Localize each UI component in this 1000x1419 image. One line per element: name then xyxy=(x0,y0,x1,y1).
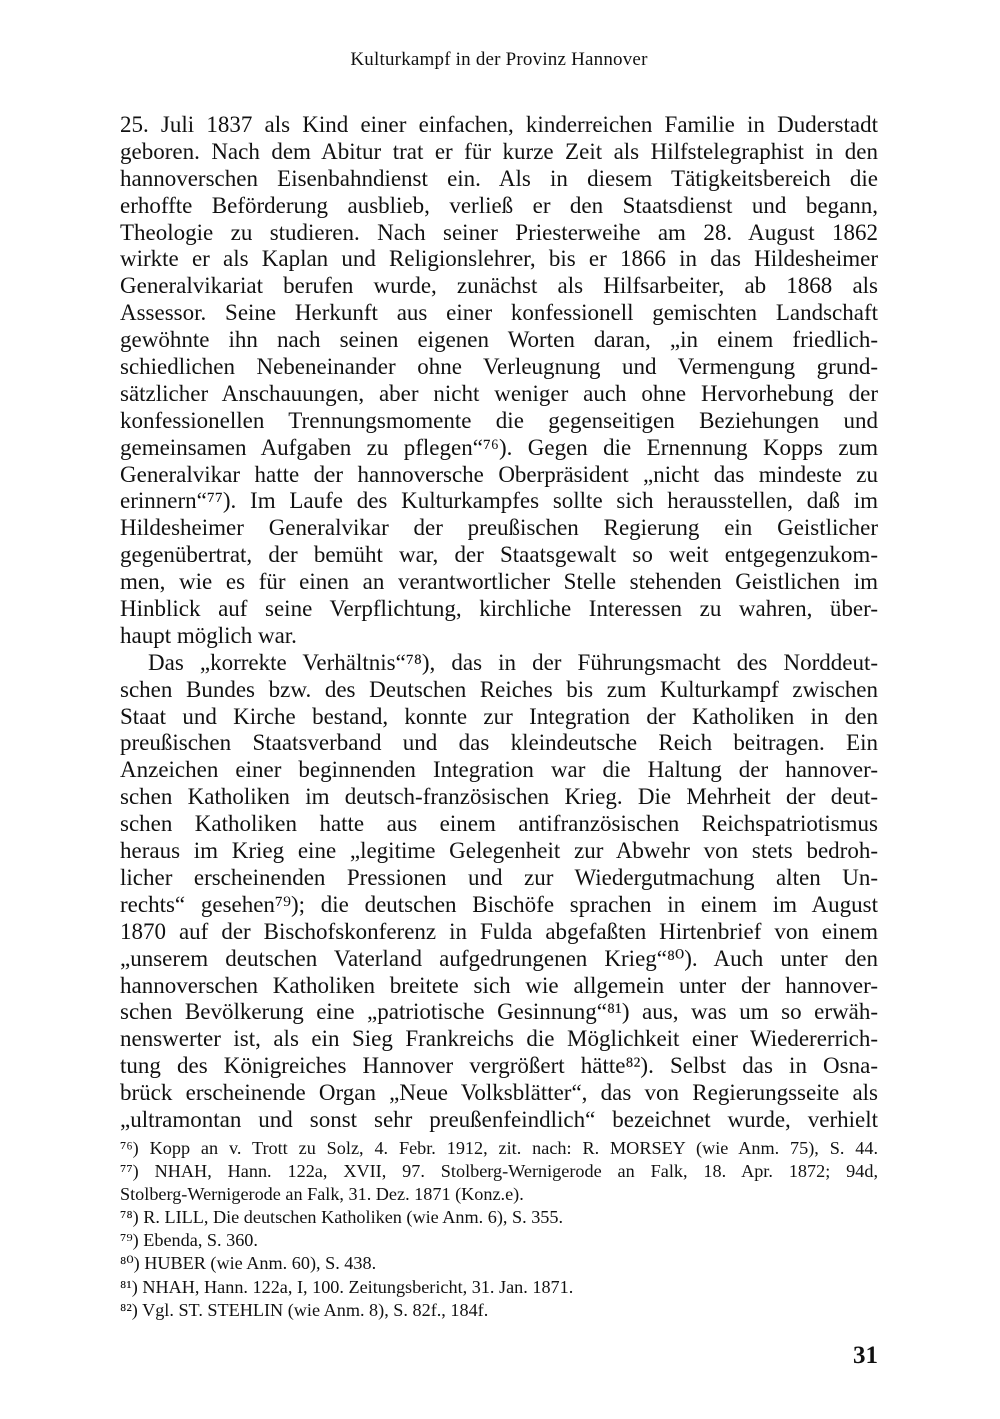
body-line: Generalvikariat berufen wurde, zunächst als Hilfsarbeiter, ab 1868 als xyxy=(120,273,878,299)
body-line: schen Katholiken hatte aus einem antifranzösischen Reichspatriotismus xyxy=(120,811,878,837)
body-line: 25. Juli 1837 als Kind einer einfachen, kinderreichen Familie in Duderstadt xyxy=(120,112,878,137)
footnote-line: ⁸¹) NHAH, Hann. 122a, I, 100. Zeitungsbericht, 31. Jan. 1871. xyxy=(120,1276,574,1297)
body-line: licher erscheinenden Pressionen und zur Wiedergutmachung alten Un- xyxy=(120,864,878,890)
body-line: gemeinsamen Aufgaben zu pflegen“⁷⁶). Gegen die Ernennung Kopps zum xyxy=(120,434,878,460)
body-line: erinnern“⁷⁷). Im Laufe des Kulturkampfes sollte sich herausstellen, daß im xyxy=(120,488,878,514)
body-line: schen Katholiken im deutsch-französischen Krieg. Die Mehrheit der deut- xyxy=(120,784,878,810)
body-line: Hildesheimer Generalvikar der preußischen Regierung ein Geistlicher xyxy=(120,515,878,541)
footnote-line: ⁷⁹) Ebenda, S. 360. xyxy=(120,1230,258,1251)
body-line: tung des Königreiches Hannover vergrößert hätte⁸²). Selbst das in Osna- xyxy=(120,1053,878,1079)
body-text xyxy=(120,112,878,1134)
body-line: sätzlicher Anschauungen, aber nicht weniger auch ohne Hervorhebung der xyxy=(120,380,878,406)
body-line: geboren. Nach dem Abitur trat er für kurze Zeit als Hilfstelegraphist in den xyxy=(120,138,878,164)
body-line: heraus im Krieg eine „legitime Gelegenheit zur Abwehr von stets bedroh- xyxy=(120,838,878,864)
footnotes xyxy=(120,1137,878,1322)
body-line: schen Bevölkerung eine „patriotische Gesinnung“⁸¹) aus, was um so erwäh- xyxy=(120,999,878,1025)
body-line: nenswerter ist, als ein Sieg Frankreichs die Möglichkeit einer Wiedererrich- xyxy=(120,1026,878,1052)
paragraph-start-line: Das „korrekte Verhältnis“⁷⁸), das in der Führungsmacht des Norddeut- xyxy=(148,649,878,675)
body-line: Anzeichen einer beginnenden Integration war die Haltung der hannover- xyxy=(120,757,878,783)
body-line: schen Bundes bzw. des Deutschen Reiches bis zum Kulturkampf zwischen xyxy=(120,676,878,702)
body-line: hannoverschen Katholiken breitete sich wie allgemein unter der hannover- xyxy=(120,972,878,998)
body-line: preußischen Staatsverband und das kleindeutsche Reich beitragen. Ein xyxy=(120,730,878,756)
footnote-line: ⁷⁷) NHAH, Hann. 122a, XVII, 97. Stolberg-Wernigerode an Falk, 18. Apr. 1872; 94d, xyxy=(120,1161,878,1182)
footnote-line: ⁸⁰) HUBER (wie Anm. 60), S. 438. xyxy=(120,1253,377,1274)
body-line: men, wie es für einen an verantwortlicher Stelle stehenden Geistlichen im xyxy=(120,569,878,595)
body-line: schiedlichen Nebeneinander ohne Verleugnung und Vermengung grund- xyxy=(120,354,878,380)
body-line: 1870 auf der Bischofskonferenz in Fulda abgefaßten Hirtenbrief von einem xyxy=(120,918,878,944)
body-line: „ultramontan und sonst sehr preußenfeindlich“ bezeichnet wurde, verhielt xyxy=(120,1106,878,1132)
body-line: Generalvikar hatte der hannoversche Oberpräsident „nicht das mindeste zu xyxy=(120,461,878,487)
body-line: Hinblick auf seine Verpflichtung, kirchliche Interessen zu wahren, über- xyxy=(120,596,878,622)
running-head: Kulturkampf in der Provinz Hannover xyxy=(350,49,648,70)
body-line: Staat und Kirche bestand, konnte zur Integration der Katholiken in den xyxy=(120,703,878,729)
footnote-line: ⁷⁶) Kopp an v. Trott zu Solz, 4. Febr. 1912, zit. nach: R. MORSEY (wie Anm. 75), S. 44. xyxy=(120,1138,878,1158)
body-line: brück erscheinende Organ „Neue Volksblätter“, das von Regierungsseite als xyxy=(120,1080,878,1106)
body-line: wirkte er als Kaplan und Religionslehrer, bis er 1866 in das Hildesheimer xyxy=(120,246,878,272)
body-line: haupt möglich war. xyxy=(120,622,297,648)
body-line: gewöhnte ihn nach seinen eigenen Worten daran, „in einem friedlich- xyxy=(120,327,878,353)
body-line: hannoverschen Eisenbahndienst ein. Als in diesem Tätigkeitsbereich die xyxy=(120,165,878,191)
footnote-line: ⁷⁸) R. LILL, Die deutschen Katholiken (wie Anm. 6), S. 355. xyxy=(120,1207,564,1228)
body-line: gegenübertrat, der bemüht war, der Staatsgewalt so weit entgegenzukom- xyxy=(120,542,878,568)
body-line: Assessor. Seine Herkunft aus einer konfessionell gemischten Landschaft xyxy=(120,300,878,326)
page-number: 31 xyxy=(853,1342,878,1369)
body-line: Theologie zu studieren. Nach seiner Priesterweihe am 28. August 1862 xyxy=(120,219,878,245)
footnote-line: Stolberg-Wernigerode an Falk, 31. Dez. 1871 (Konz.e). xyxy=(120,1184,524,1205)
footnote-line: ⁸²) Vgl. ST. STEHLIN (wie Anm. 8), S. 82f., 184f. xyxy=(120,1299,489,1320)
body-line: konfessionellen Trennungsmomente die gegenseitigen Beziehungen und xyxy=(120,407,878,433)
body-line: erhoffte Beförderung ausblieb, verließ er den Staatsdienst und begann, xyxy=(120,192,878,218)
body-line: „unserem deutschen Vaterland aufgedrungenen Krieg“⁸⁰). Auch unter den xyxy=(120,945,878,971)
body-line: rechts“ gesehen⁷⁹); die deutschen Bischöfe sprachen in einem im August xyxy=(120,891,878,917)
